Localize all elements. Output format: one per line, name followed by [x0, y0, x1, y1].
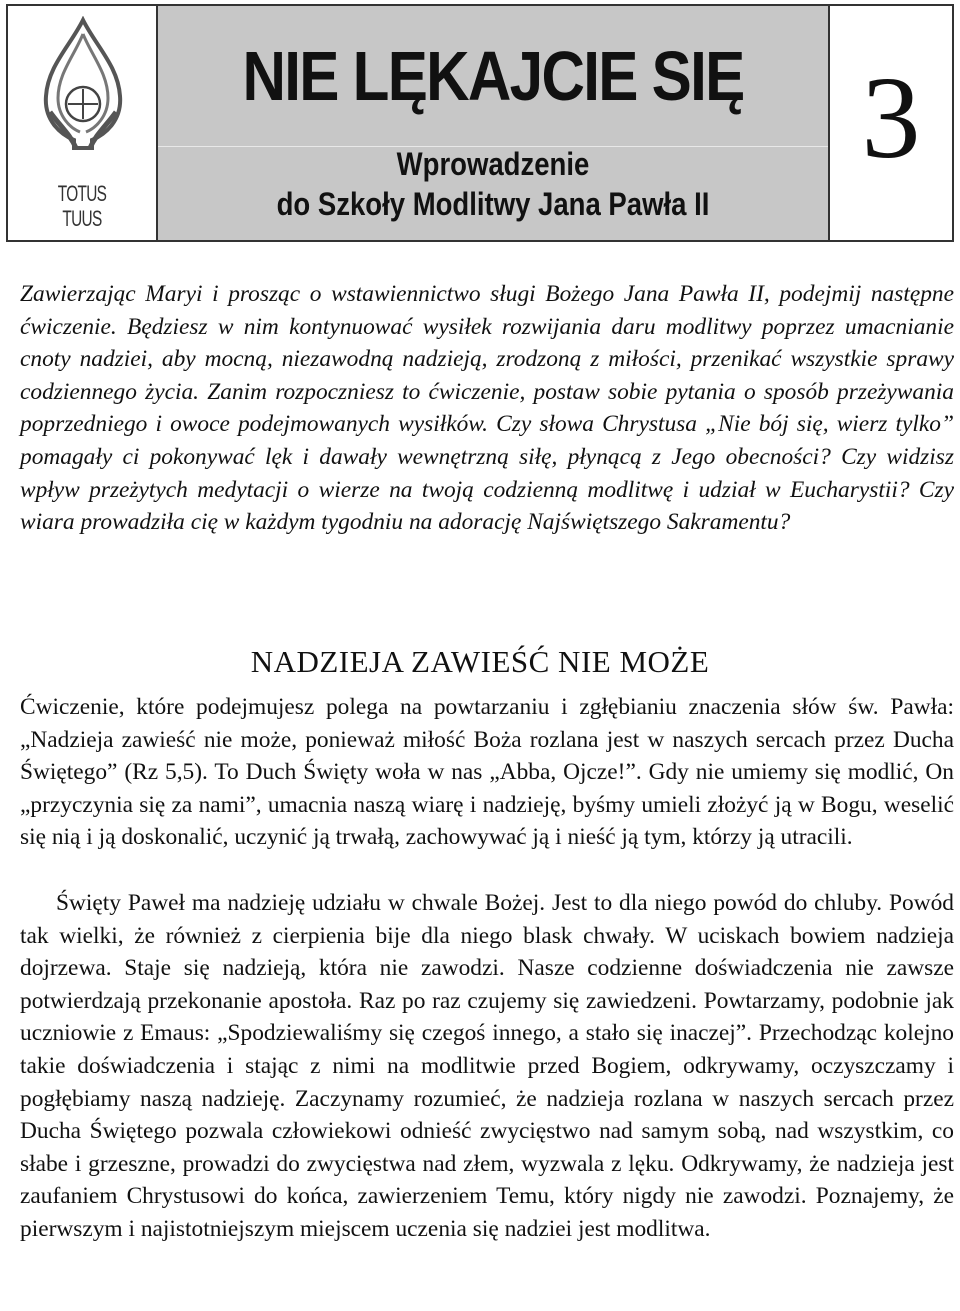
body-paragraph-1: Ćwiczenie, które podejmujesz polega na powtarzaniu i zgłębianiu znaczenia słów św. Pawła: „Nadzieja zawieść nie może, ponieważ miłość Boża rozlana jest w naszych sercach przez Ducha Świętego” (Rz 5,5). To Duch Święty woła w nas „Abba, Ojcze!”. Gdy nie umiemy się modlić, On „przyczynia się za nami”, umacnia naszą wiarę i nadzieję, byśmy umieli złożyć ją w Bogu, weselić się nią i ją doskonalić, uczynić ją trwałą, zachowywać ją i nieść ją tym, którzy ją utracili. [20, 694, 954, 851]
section-heading: NADZIEJA ZAWIEŚĆ NIE MOŻE [250, 644, 710, 679]
logo-cell [8, 6, 158, 240]
header-box [6, 4, 954, 242]
issue-number: 3 [861, 52, 921, 183]
subtitle-line-2: do Szkoły Modlitwy Jana Pawła II [276, 186, 710, 222]
title-cell [158, 6, 830, 240]
issue-number-cell [830, 6, 952, 240]
subtitle-line-1: Wprowadzenie [396, 146, 590, 182]
intro-paragraph: Zawierzając Maryi i prosząc o wstawiennictwo sługi Bożego Jana Pawła II, podejmij następne ćwiczenie. Będziesz w nim kontynuować wysiłek rozwijania daru modlitwy poprzez umacnianie cnoty nadziei, aby mocną, niezawodną nadzieją, zrodzoną z miłości, przenikać wszystkie sprawy codziennego życia. Zanim rozpoczniesz to ćwiczenie, postaw sobie pytania o sposób przeżywania poprzedniego i owoce podejmowanych wysiłków. Czy słowa Chrystusa „Nie bój się, wierz tylko” pomagały ci pokonywać lęk i dawały wewnętrzną siłę, płynącą z Jego obecności? Czy widzisz wpływ przeżytych medytacji o wierze na twoją codzienną modlitwę i udział w Eucharystii? Czy wiara prowadziła cię w każdym tygodniu na adorację Najświętszego Sakramentu? [20, 281, 954, 536]
logo-text-tuus: TUUS [62, 206, 102, 231]
totus-tuus-emblem-icon [30, 16, 136, 166]
body-paragraph-2: Święty Paweł ma nadzieję udziału w chwale Bożej. Jest to dla niego powód do chluby. Powód tak wielki, że również z cierpienia bije dla niego blask chwały. W uciskach bowiem nadzieja dojrzewa. Staje się nadzieją, która nie zawodzi. Nasze codzienne doświadczenia nie zawsze potwierdzają przekonanie apostoła. Raz po raz czujemy się zawiedzeni. Powtarzamy, podobnie jak uczniowie z Emaus: „Spodziewaliśmy się czegoś innego, a stało się inaczej”. Przechodząc kolejno takie doświadczenia i stając z nimi na modlitwie przed Bogiem, odkrywamy, oczyszczamy i pogłębiamy naszą nadzieję. Zaczynamy rozumieć, że nadzieja rozlana w naszych sercach przez Ducha Świętego pozwala człowiekowi odnieść zwycięstwo nad samym sobą, nad wszystkim, co słabe i grzeszne, prowadzi do zwycięstwa nad złem, wyzwala z lęku. Odkrywamy, że nadzieja jest zaufaniem Chrystusowi do końca, zawierzeniem Temu, który nigdy nie zawodzi. Poznajemy, że pierwszym i najistotniejszym miejscem uczenia się nadziei jest modlitwa. [20, 890, 954, 1242]
logo-text-totus: TOTUS [57, 181, 107, 206]
subtitle [205, 144, 781, 224]
page-title: NIE LĘKAJCIE SIĘ [242, 37, 744, 115]
